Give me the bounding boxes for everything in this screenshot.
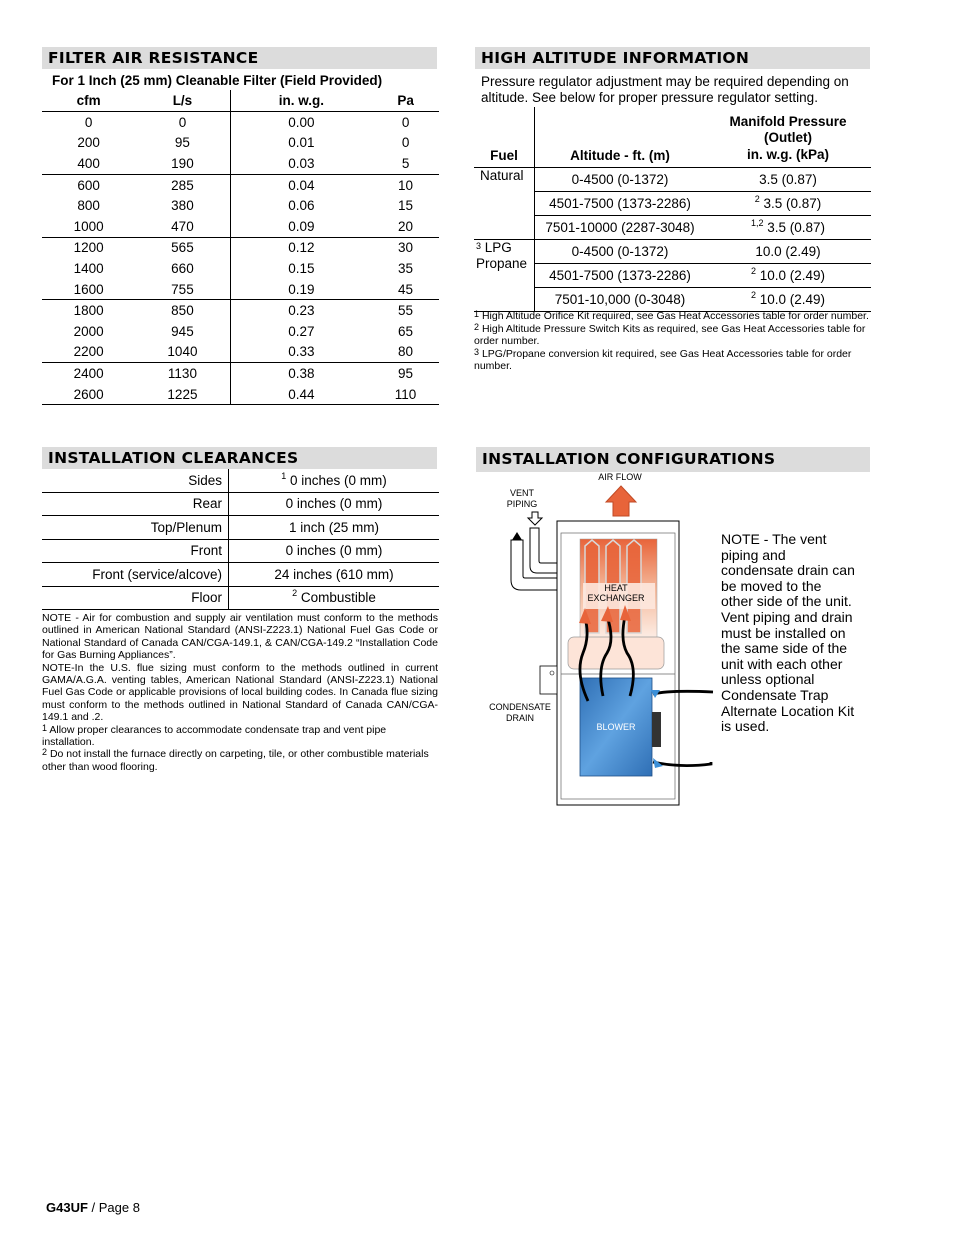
pressure-cell: 10.0 (2.49) [705,240,871,264]
condensate-trap [540,666,557,694]
blower-motor [652,712,661,747]
table-cell: 850 [135,300,230,321]
table-cell: 110 [372,384,439,405]
table-cell: 0.15 [288,260,315,276]
table-row: Rear 0 inches (0 mm) [42,492,439,516]
table-row [42,112,439,133]
table-row [474,240,871,264]
clearances-note-2: NOTE-In the U.S. flue sizing must conform to the methods outlined in current GAMA/A.G.A. venting tables, American National Standard (ANSI-Z223.1) National Fuel Gas Code or applicable provisions of local building codes. In Canada flue sizing must conform to the methods outlined in National Standard of Canada CAN/CGA-149.1 and .2. [42,661,438,724]
table-cell: 1000 [42,216,135,237]
table-cell: 95 [398,365,414,381]
altitude-cell: 0-4500 (0-1372) [535,240,706,264]
footer-page: / Page 8 [87,1200,140,1215]
header-pressure [705,107,871,168]
header-pa: Pa [372,90,439,112]
table-cell: 1400 [73,260,104,276]
table-cell: 1040 [135,342,230,363]
table-row [474,216,871,240]
pressure-cell: $^2$ 10.0 (2.49) [705,264,871,288]
table-cell: 660 [135,258,230,279]
table-row [42,133,439,154]
footer-model: G43UF [46,1200,88,1215]
filter-body [42,112,439,405]
table-cell: 55 [398,303,414,319]
table-cell: 470 [135,216,230,237]
table-cell: 945 [135,321,230,342]
header-pressure-l2: (Outlet) [764,130,812,145]
table-row [42,384,439,405]
table-cell: 2400 [73,365,104,381]
clearances-section-title: INSTALLATION CLEARANCES [42,447,437,469]
clearances-notes [42,612,438,773]
altitude-cell: 4501-7500 (1373-2286) [535,192,706,216]
table-cell: 20 [372,216,439,237]
table-row: Front 0 inches (0 mm) [42,539,439,563]
table-cell: 1800 [73,303,104,319]
table-row [42,174,439,195]
table-row [42,300,439,321]
filter-subtitle: For 1 Inch (25 mm) Cleanable Filter (Field Provided) [52,73,383,88]
table-cell: 285 [135,174,230,195]
table-cell: 65 [398,323,414,339]
blower-label: BLOWER [596,722,636,732]
table-cell: 0.44 [230,384,372,405]
table-cell: 30 [398,240,414,256]
header-ls: L/s [135,90,230,112]
air-flow-arrow-icon [606,486,636,516]
header-cfm: cfm [42,90,135,112]
altitude-cell: 4501-7500 (1373-2286) [535,264,706,288]
table-cell: 565 [135,237,230,258]
vent-arrow-icon [528,512,542,525]
table-row [474,168,871,192]
table-row [42,279,439,300]
table-cell: 0 [401,114,410,130]
table-cell: 1200 [73,240,104,256]
table-cell: 400 [42,153,135,174]
altitude-cell: 0-4500 (0-1372) [535,168,706,192]
footnote: $^2$ High Altitude Pressure Switch Kits as required, see Gas Heat Accessories table for order number. [474,321,866,347]
table-row [42,216,439,237]
heat-exchanger-label-2: EXCHANGER [587,593,645,603]
clearances-note-1: NOTE - Air for combustion and supply air ventilation must conform to the methods outlined in American National Standard (ANSI-Z223.1) National Fuel Gas Code or National Standard of Canada CAN/CGA-149.1, & CAN/CGA-149.2 “Installation Code for Gas Burning Appliances”. [42,612,438,662]
table-row [42,258,439,279]
table-row: Front (service/alcove) 24 inches (610 mm) [42,563,439,587]
table-row [42,363,439,384]
table-cell: 0.12 [288,240,315,256]
filter-table [42,90,439,405]
table-cell: 35 [398,260,414,276]
table-cell: 80 [372,342,439,363]
header-inwg: in. w.g. [230,90,372,112]
condensate-drain-label: CONDENSATE [489,702,551,712]
table-cell: 0.27 [288,323,315,339]
table-row: Floor $^2$ Combustible [42,586,439,610]
table-cell: 1600 [42,279,135,300]
pressure-cell: $^2$ 10.0 (2.49) [705,288,871,312]
table-cell: 0.00 [288,114,315,130]
header-pressure-l3: in. w.g. (kPa) [746,146,829,162]
table-row [42,153,439,174]
filter-header-row [42,90,439,112]
altitude-footnotes [474,310,872,373]
filter-section-title: FILTER AIR RESISTANCE [42,47,437,69]
table-cell: 0.23 [288,303,315,319]
fuel-natural: Natural [474,168,535,240]
vent-up-arrow-icon [512,532,522,540]
vent-pipe-2 [530,528,557,573]
table-cell: 2000 [73,323,104,339]
table-cell: 380 [135,195,230,216]
pressure-cell: $^2$ 3.5 (0.87) [705,192,871,216]
header-altitude: Altitude - ft. (m) [535,107,706,168]
vent-piping-label: VENT [509,488,535,498]
table-cell: 2200 [42,342,135,363]
furnace-diagram [475,468,745,813]
table-cell: 0.01 [288,135,315,151]
header-fuel: Fuel [474,107,535,168]
table-row [42,321,439,342]
table-row: Top/Plenum 1 inch (25 mm) [42,516,439,540]
table-cell: 95 [135,133,230,154]
fuel-lpg: $^3$ LPG Propane [474,240,535,312]
footnote: $^3$ LPG/Propane conversion kit required, see Gas Heat Accessories table for order number. [474,346,852,372]
table-cell: 200 [77,135,100,151]
altitude-cell: 7501-10,000 (0-3048) [535,288,706,312]
table-cell: 0.33 [230,342,372,363]
config-section-title: INSTALLATION CONFIGURATIONS [476,447,870,472]
table-cell: 1225 [135,384,230,405]
table-cell: 600 [77,177,100,193]
pressure-cell: $^{1,2}$ 3.5 (0.87) [705,216,871,240]
table-cell: 10 [398,177,414,193]
table-cell: 0.38 [288,365,315,381]
table-row [42,342,439,363]
footnote: $^1$ Allow proper clearances to accommodate condensate trap and vent pipe installation. [42,722,387,749]
table-cell: 1130 [135,363,230,384]
table-cell: 0.19 [230,279,372,300]
table-row [474,192,871,216]
table-cell: 2600 [42,384,135,405]
altitude-cell: 7501-10000 (2287-3048) [535,216,706,240]
table-row: Sides $^1$ 0 inches (0 mm) [42,469,439,492]
table-row [474,288,871,312]
config-note: NOTE - The vent piping and condensate drain can be moved to the other side of the unit. Vent piping and drain must be installed on the same side of the unit with each other unless optional Condensate Trap Alternate Location Kit is used. [721,531,855,735]
table-cell: 15 [398,198,414,214]
footnote: $^2$ Do not install the furnace directly on carpeting, tile, or other combustible materials other than wood flooring. [42,747,429,773]
altitude-intro: Pressure regulator adjustment may be required depending on altitude. See below for proper pressure regulator setting. [481,74,849,105]
table-cell: 0 [135,112,230,133]
table-row [42,195,439,216]
air-flow-label: AIR FLOW [598,472,642,482]
clearances-table [42,469,439,610]
table-row [474,264,871,288]
header-pressure-l1: Manifold Pressure [729,113,847,129]
altitude-header-row [474,107,871,168]
pressure-cell: 3.5 (0.87) [705,168,871,192]
altitude-table [474,107,871,312]
heat-exchanger-label: HEAT [604,583,628,593]
table-cell: 190 [135,153,230,174]
table-cell: 5 [372,153,439,174]
page-footer [46,1200,140,1215]
table-cell: 755 [135,279,230,300]
table-cell: 0 [84,114,93,130]
table-cell: 0.04 [288,177,315,193]
table-cell: 0.03 [230,153,372,174]
table-row [42,237,439,258]
table-cell: 0.06 [288,198,315,214]
condensate-drain-label-2: DRAIN [505,713,535,723]
footnote: $^1$ High Altitude Orifice Kit required, see Gas Heat Accessories table for order number. [474,309,869,322]
table-cell: 800 [77,198,100,214]
vent-piping-label-2: PIPING [506,499,538,509]
table-cell: 45 [372,279,439,300]
table-cell: 0 [401,135,410,151]
table-cell: 0.09 [230,216,372,237]
altitude-section-title: HIGH ALTITUDE INFORMATION [475,47,870,69]
